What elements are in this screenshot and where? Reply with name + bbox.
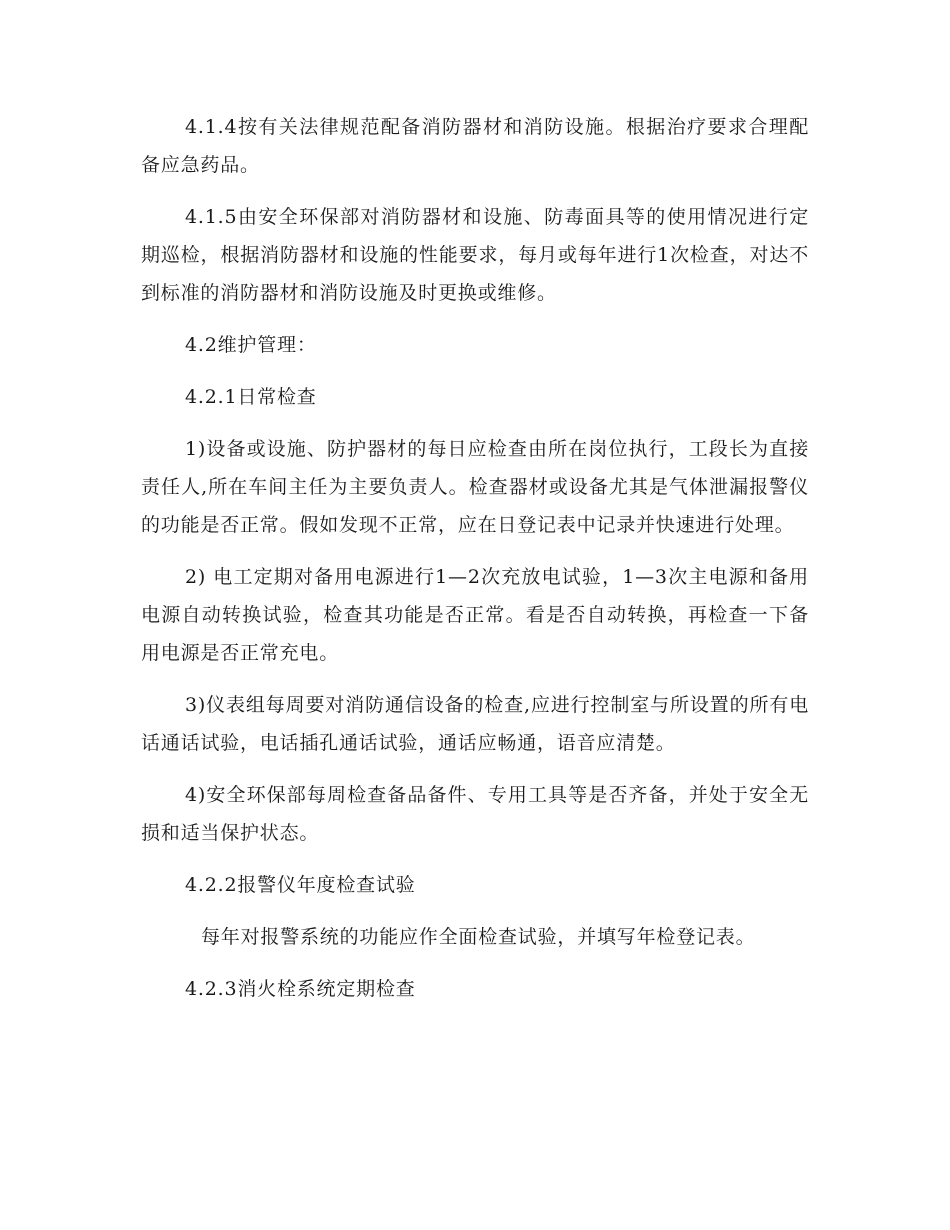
list-item-1: 1)设备或设施、防护器材的每日应检查由所在岗位执行，工段长为直接责任人,所在车间主任为主要负责人。检查器材或设备尤其是气体泄漏报警仪的功能是否正常。假如发现不正常，应在日登记表中记录并快速进行处理。 — [141, 438, 809, 536]
paragraph-4-1-4: 4.1.4按有关法律规范配备消防器材和消防设施。根据治疗要求合理配备应急药品。 — [141, 116, 809, 176]
list-item-2: 2) 电工定期对备用电源进行1—2次充放电试验，1—3次主电源和备用电源自动转换试验，检查其功能是否正常。看是否自动转换，再检查一下备用电源是否正常充电。 — [141, 566, 809, 664]
list-item-3: 3)仪表组每周要对消防通信设备的检查,应进行控制室与所设置的所有电话通话试验，电话插孔通话试验，通话应畅通，语音应清楚。 — [141, 694, 809, 754]
document-body — [141, 108, 809, 1022]
heading-4-2: 4.2维护管理： — [185, 334, 317, 356]
heading-4-2-3: 4.2.3消火栓系统定期检查 — [185, 978, 416, 1000]
heading-4-2-1: 4.2.1日常检查 — [185, 386, 317, 408]
heading-4-2-2: 4.2.2报警仪年度检查试验 — [185, 874, 416, 896]
paragraph-annual-check: 每年对报警系统的功能应作全面检查试验，并填写年检登记表。 — [201, 926, 756, 948]
paragraph-4-1-5: 4.1.5由安全环保部对消防器材和设施、防毒面具等的使用情况进行定期巡检，根据消防器材和设施的性能要求，每月或每年进行1次检查，对达不到标准的消防器材和消防设施及时更换或维修。 — [141, 206, 809, 304]
list-item-4: 4)安全环保部每周检查备品备件、专用工具等是否齐备，并处于安全无损和适当保护状态。 — [141, 784, 809, 844]
